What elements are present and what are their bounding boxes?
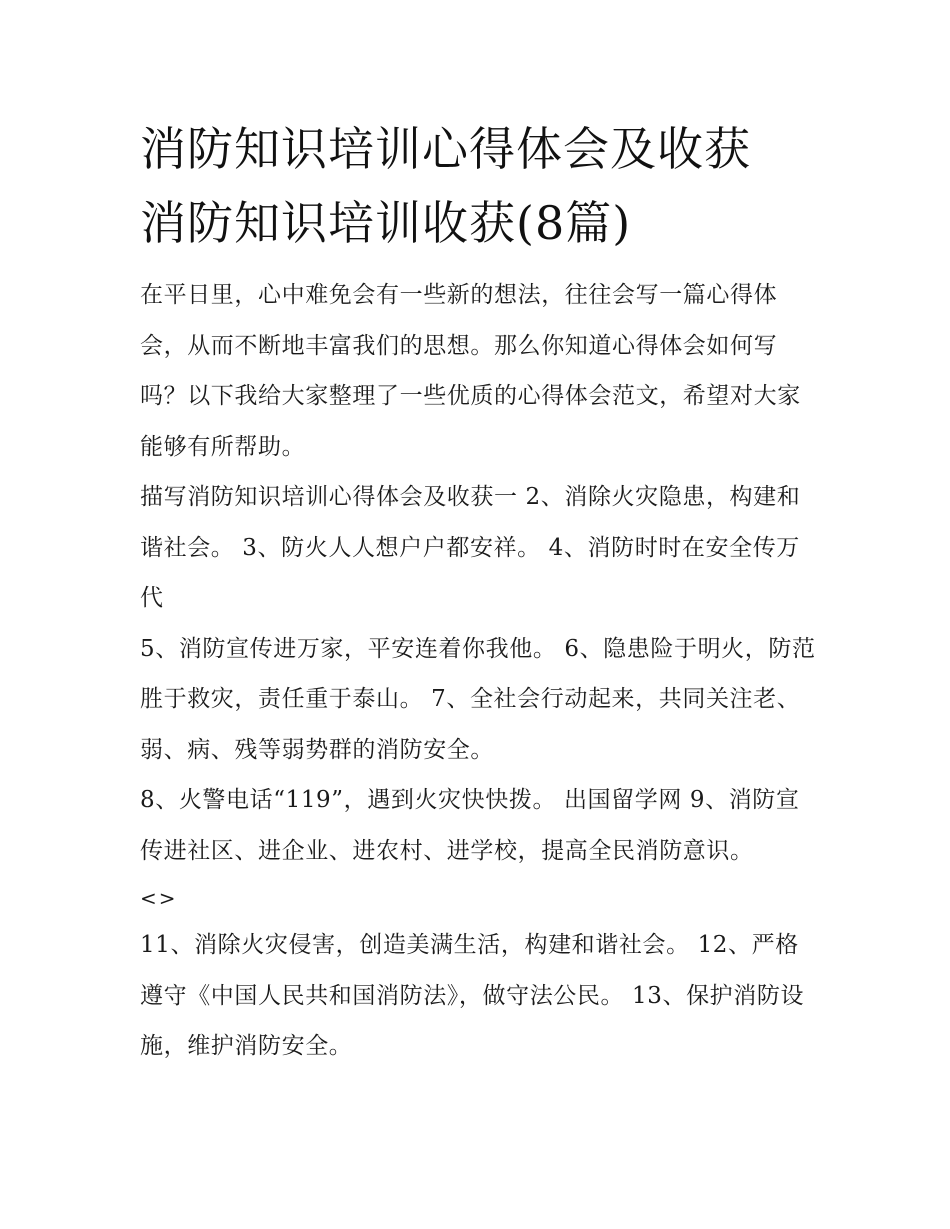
paragraph-slogans-4: 11、消除火灾侵害，创造美满生活，构建和谐社会。 12、严格遵守《中国人民共和国消防法》，做守法公民。 13、保护消防设施，维护消防安全。 — [140, 932, 805, 1059]
title-line-2: 消防知识培训收获(8篇) — [140, 196, 632, 250]
document-page — [140, 112, 820, 1072]
paragraph-slogans-2: 5、消防宣传进万家，平安连着你我他。 6、隐患险于明火，防范胜于救灾，责任重于泰山。 7、全社会行动起来，共同关注老、弱、病、残等弱势群的消防安全。 — [140, 635, 816, 763]
document-title — [140, 112, 820, 260]
paragraph-placeholder: <> — [140, 886, 178, 910]
title-line-1: 消防知识培训心得体会及收获 — [140, 122, 751, 176]
paragraph-intro: 在平日里，心中难免会有一些新的想法，往往会写一篇心得体会，从而不断地丰富我们的思想。那么你知道心得体会如何写吗？以下我给大家整理了一些优质的心得体会范文，希望对大家能够有所帮助。 — [140, 282, 801, 460]
document-body — [140, 270, 820, 1072]
paragraph-slogans-3: 8、火警电话“119”，遇到火灾快快拨。 出国留学网 9、消防宣传进社区、进企业、进农村、进学校，提高全民消防意识。 — [140, 787, 800, 864]
paragraph-slogans-1: 描写消防知识培训心得体会及收获一 2、消除火灾隐患，构建和谐社会。 3、防火人人想户户都安祥。 4、消防时时在安全传万代 — [140, 484, 801, 611]
